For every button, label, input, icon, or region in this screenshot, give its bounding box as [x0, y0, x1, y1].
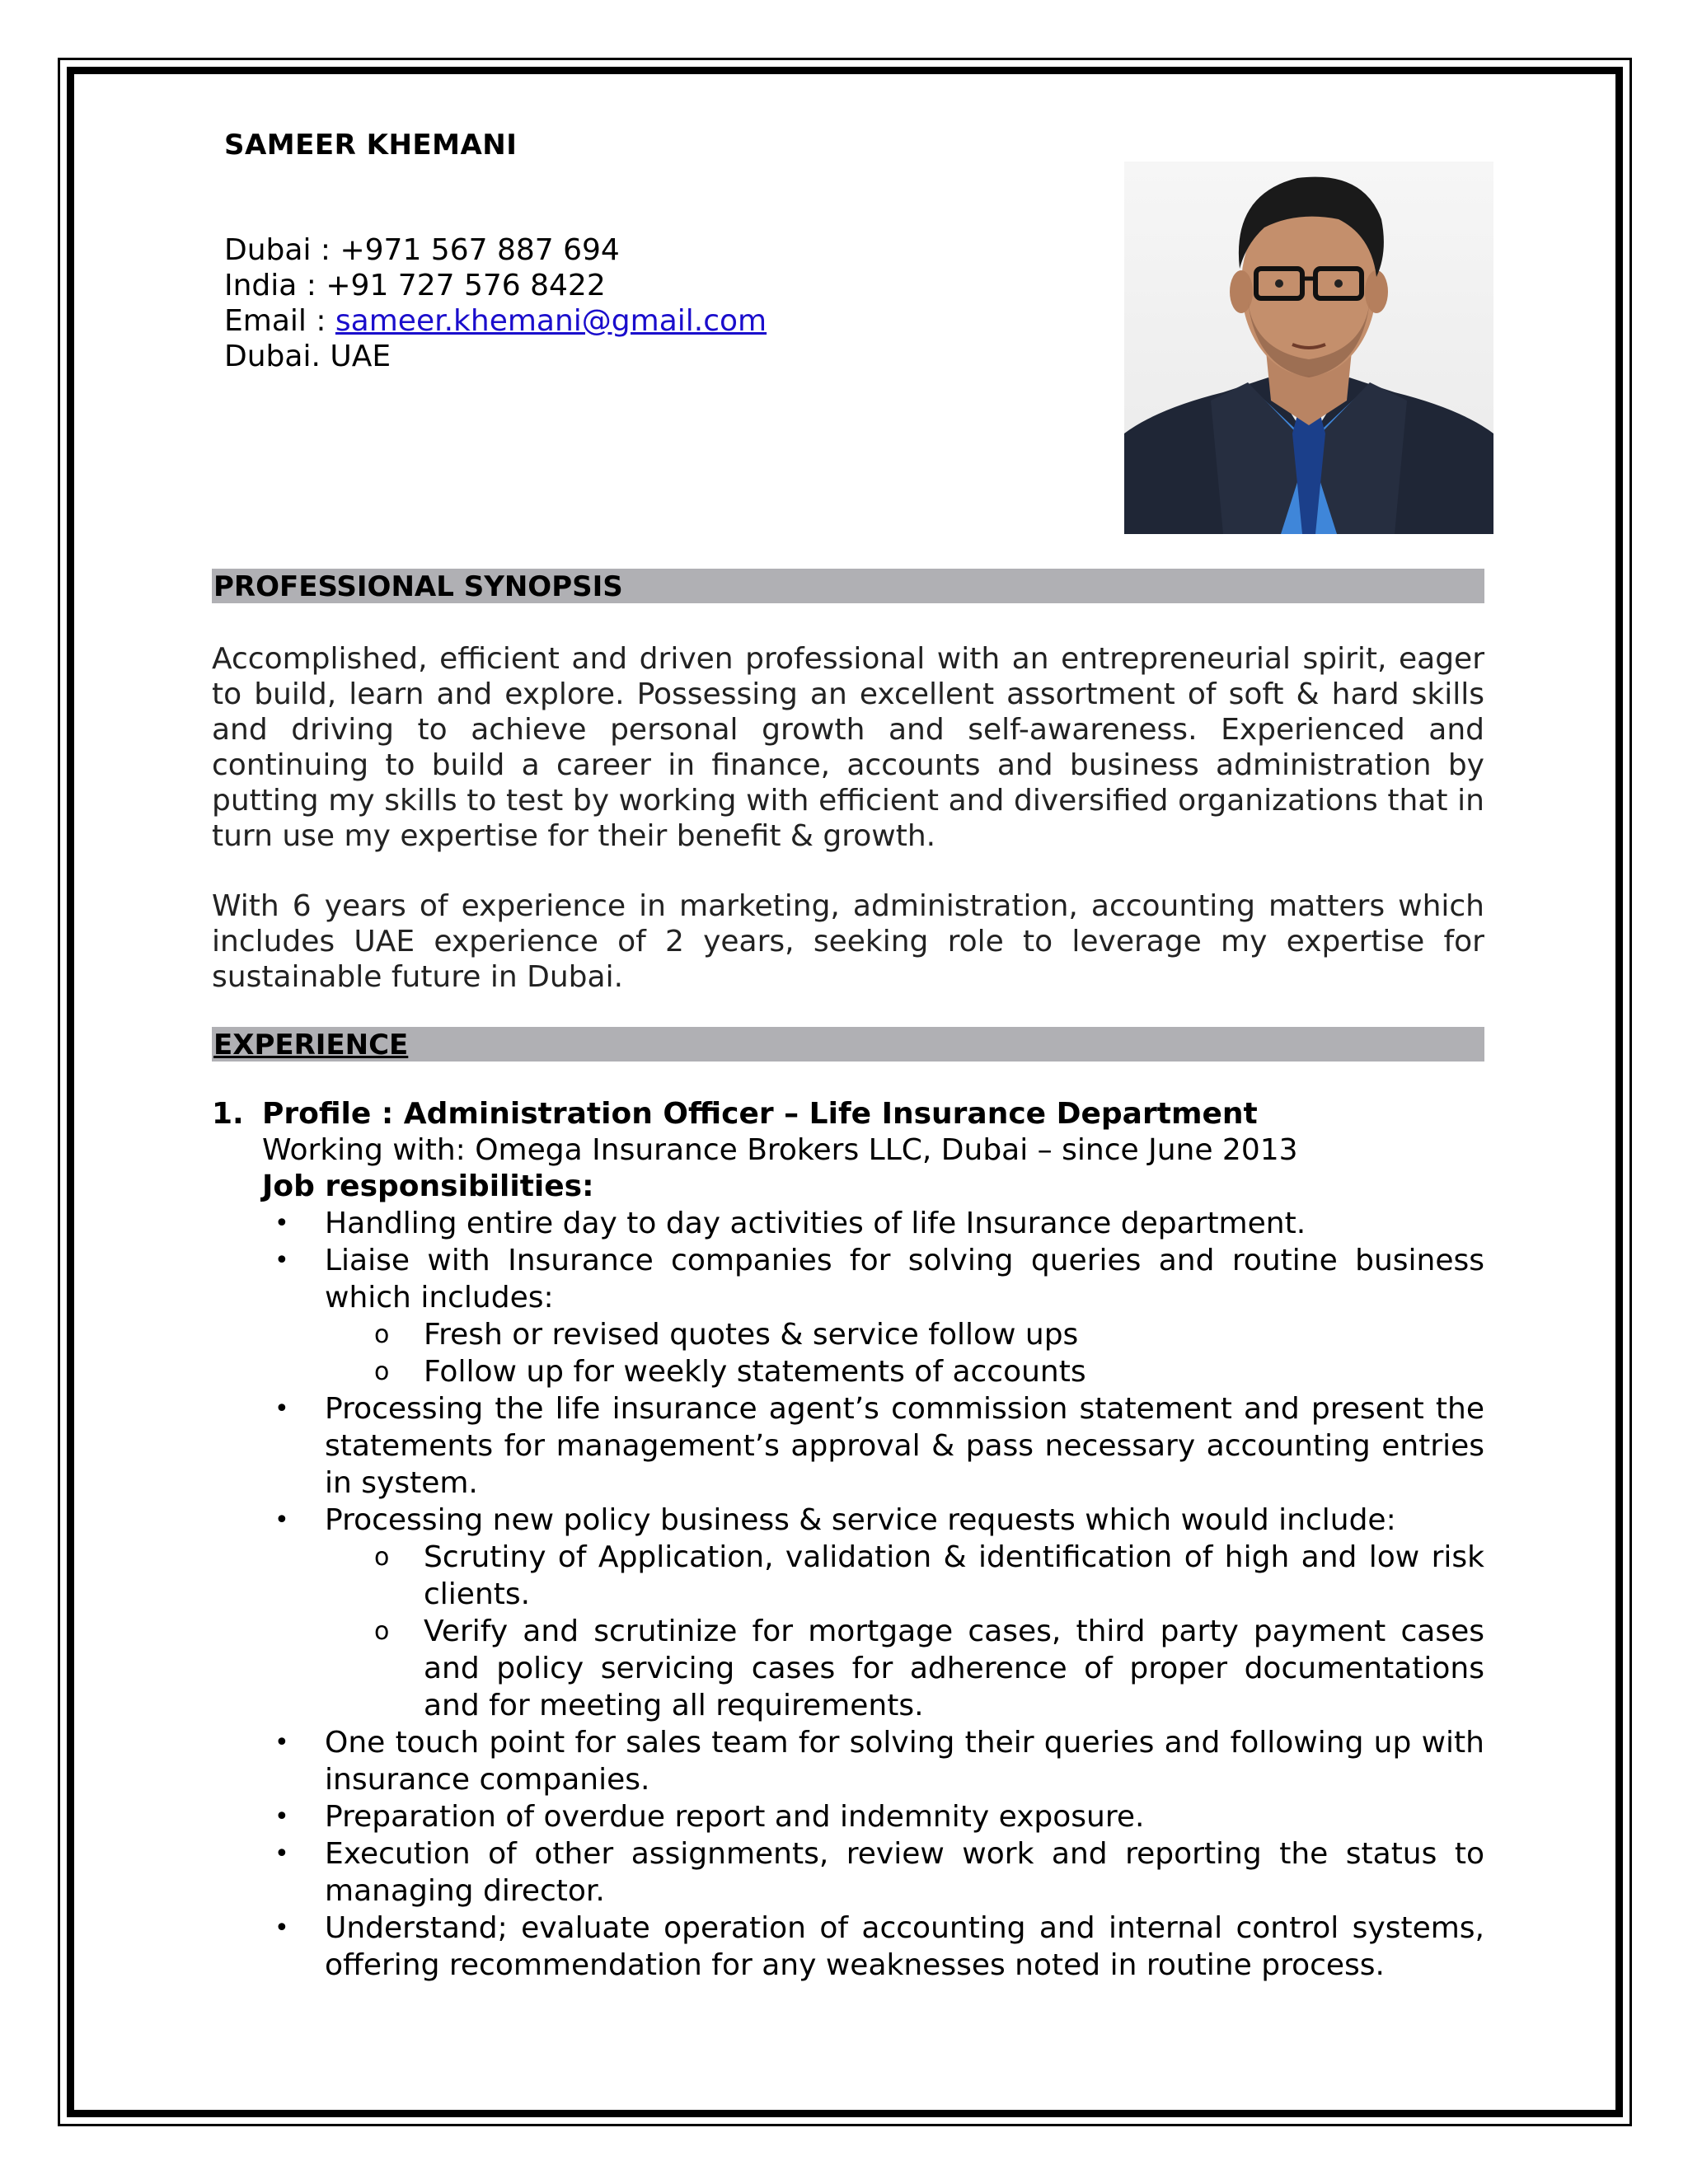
list-item-text: Understand; evaluate operation of accounting and internal control systems, offering recommendation for any weaknesses noted in routine process. [325, 1911, 1484, 1982]
sub-list-item [212, 1353, 1484, 1390]
responsibilities-label: Job responsibilities: [262, 1169, 594, 1203]
synopsis-heading-text: PROFESSIONAL SYNOPSIS [213, 570, 623, 603]
bullet-icon: • [274, 1802, 289, 1831]
profile-photo-illustration [1124, 162, 1493, 534]
bullet-icon: • [274, 1506, 289, 1535]
bullet-icon: • [274, 1209, 289, 1238]
dubai-phone: +971 567 887 694 [340, 233, 620, 267]
experience-heading-text: EXPERIENCE [213, 1029, 409, 1062]
email-label: Email : [224, 304, 335, 338]
sub-list-item-text: Fresh or revised quotes & service follow ups [424, 1318, 1079, 1352]
contact-location: Dubai. UAE [224, 340, 392, 373]
list-item [212, 1724, 1484, 1798]
experience-employer: Working with: Omega Insurance Brokers LLC, Dubai – since June 2013 [262, 1133, 1298, 1167]
candidate-name: SAMEER KHEMANI [224, 129, 518, 162]
list-item [212, 1835, 1484, 1910]
synopsis-paragraph-1: Accomplished, efficient and driven professional with an entrepreneurial spirit, eager to build, learn and explore. Possessing an excellent assortment of soft & hard skills and driving to achieve personal growth and self-awareness. Experienced and continuing to build a career in finance, accounts and business administration by putting my skills to test by working with efficient and diversified organizations that in turn use my expertise for their benefit & growth. [212, 642, 1484, 853]
dubai-label: Dubai : [224, 233, 340, 267]
experience-item [212, 1096, 1484, 1984]
experience-profile: Profile : Administration Officer – Life Insurance Department [262, 1097, 1258, 1131]
list-item [212, 1798, 1484, 1835]
bullet-icon: • [274, 1728, 289, 1757]
contact-email-line [224, 303, 767, 339]
contact-dubai-line [224, 232, 767, 268]
sub-list [325, 1539, 1484, 1724]
list-item-text: Processing new policy business & service requests which would include: [325, 1503, 1396, 1537]
bullet-icon: • [274, 1840, 289, 1868]
experience-item-number: 1. [212, 1097, 244, 1131]
section-heading-experience [212, 1027, 1484, 1062]
list-item [212, 1390, 1484, 1502]
list-item-text: Processing the life insurance agent’s commission statement and present the statements for management’s approval & pass necessary accounting entries in system. [325, 1392, 1484, 1500]
email-link[interactable]: sameer.khemani@gmail.com [335, 304, 767, 338]
list-item-text: One touch point for sales team for solving their queries and following up with insurance companies. [325, 1726, 1484, 1797]
list-item-text: Execution of other assignments, review work and reporting the status to managing director. [325, 1837, 1484, 1908]
sub-list-item [212, 1613, 1484, 1724]
list-item-text: Liaise with Insurance companies for solving queries and routine business which includes: [325, 1244, 1484, 1315]
sub-list-item [212, 1539, 1484, 1613]
list-item-text: Handling entire day to day activities of life Insurance department. [325, 1207, 1306, 1240]
sub-list-item-text: Scrutiny of Application, validation & identification of high and low risk clients. [424, 1540, 1484, 1611]
sub-list-item [212, 1316, 1484, 1353]
list-item [212, 1502, 1484, 1724]
sub-bullet-icon: o [374, 1320, 390, 1349]
list-item [212, 1205, 1484, 1242]
profile-photo [1124, 162, 1493, 534]
sub-list [325, 1316, 1484, 1390]
list-item-text: Preparation of overdue report and indemnity exposure. [325, 1800, 1145, 1834]
list-item [212, 1242, 1484, 1390]
sub-list-item-text: Follow up for weekly statements of accounts [424, 1355, 1086, 1389]
synopsis-paragraph-2: With 6 years of experience in marketing, administration, accounting matters which includes UAE experience of 2 years, seeking role to leverage my expertise for sustainable future in Dubai. [212, 889, 1484, 994]
list-item [212, 1910, 1484, 1984]
sub-bullet-icon: o [374, 1357, 390, 1386]
section-heading-synopsis [212, 569, 1484, 603]
india-label: India : [224, 269, 326, 302]
bullet-icon: • [274, 1394, 289, 1423]
sub-bullet-icon: o [374, 1617, 390, 1646]
sub-list-item-text: Verify and scrutinize for mortgage cases, third party payment cases and policy servicing cases for adherence of proper documentations and for meeting all requirements. [424, 1615, 1484, 1722]
responsibilities-list [212, 1205, 1484, 1984]
bullet-icon: • [274, 1914, 289, 1943]
contact-india-line [224, 268, 767, 303]
contact-block [224, 232, 767, 374]
india-phone: +91 727 576 8422 [326, 269, 606, 302]
bullet-icon: • [274, 1246, 289, 1275]
sub-bullet-icon: o [374, 1543, 390, 1572]
